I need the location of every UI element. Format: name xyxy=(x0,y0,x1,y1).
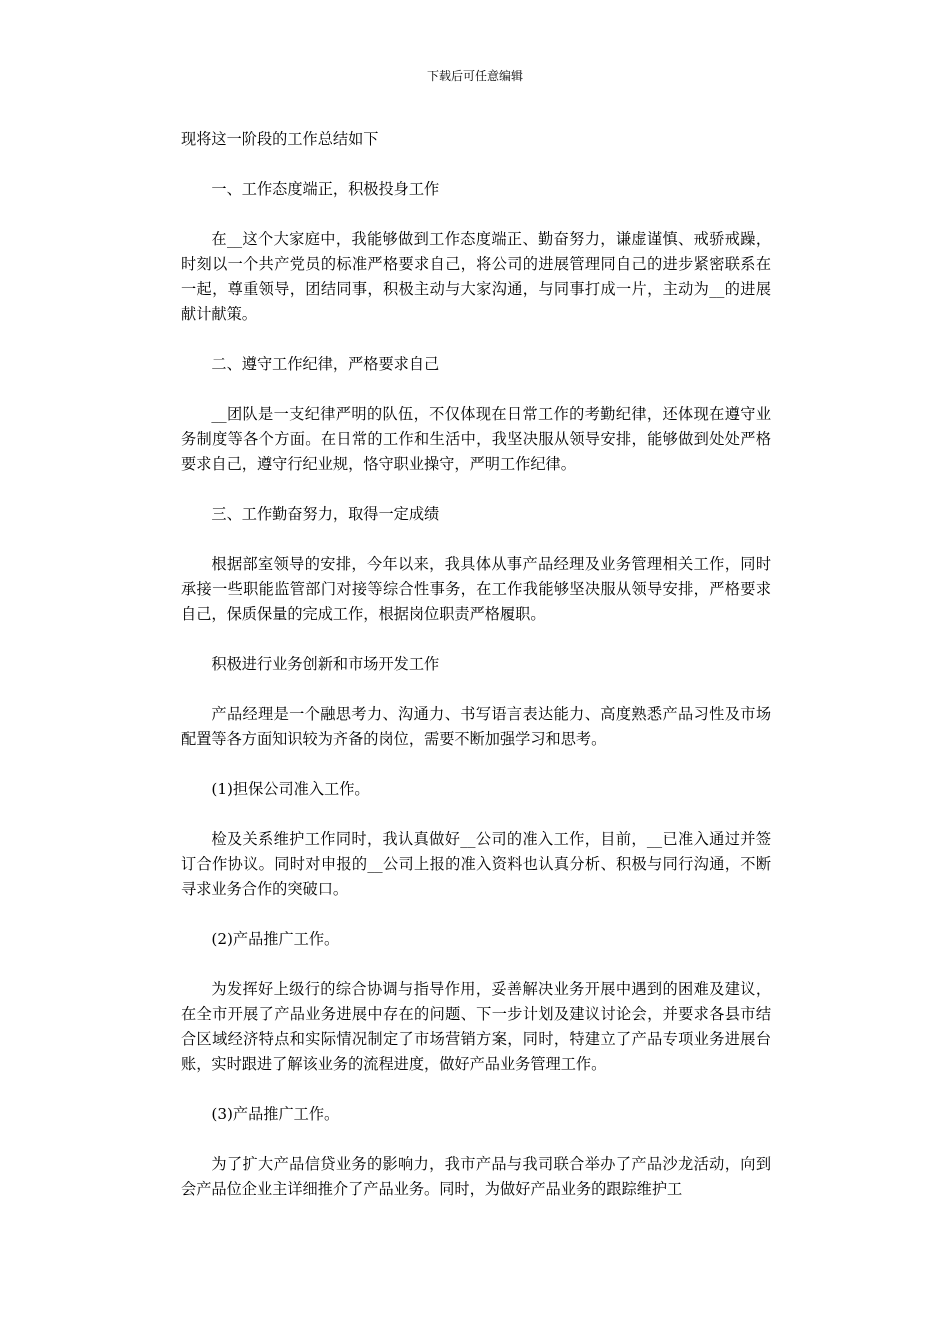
paragraph-3: 根据部室领导的安排，今年以来，我具体从事产品经理及业务管理相关工作，同时承接一些职能监管部门对接等综合性事务，在工作我能够坚决服从领导安排，严格要求自己，保质保量的完成工作，根据岗位职责严格履职。 xyxy=(181,555,771,623)
item-heading-3: (3)产品推广工作。 xyxy=(211,1105,340,1123)
item-heading-2: (2)产品推广工作。 xyxy=(211,930,340,948)
subheading-innovation: 积极进行业务创新和市场开发工作 xyxy=(211,655,440,673)
paragraph-1: 在__这个大家庭中，我能够做到工作态度端正、勤奋努力，谦虚谨慎、戒骄戒躁，时刻以一个共产党员的标准严格要求自己，将公司的进展管理同自己的进步紧密联系在一起，尊重领导，团结同事，积极主动与大家沟通，与同事打成一片，主动为__的进展献计献策。 xyxy=(181,230,771,323)
page-header: 下载后可任意编辑 xyxy=(426,69,523,83)
section-heading-1: 一、工作态度端正，积极投身工作 xyxy=(211,180,440,198)
document-body xyxy=(181,127,771,1227)
paragraph-7: 为了扩大产品信贷业务的影响力，我市产品与我司联合举办了产品沙龙活动，向到会产品位企业主详细推介了产品业务。同时，为做好产品业务的跟踪维护工 xyxy=(181,1155,771,1198)
paragraph-5: 检及关系维护工作同时，我认真做好__公司的准入工作，目前，__已准入通过并签订合作协议。同时对申报的__公司上报的准入资料也认真分析、积极与同行沟通，不断寻求业务合作的突破口。 xyxy=(181,830,771,898)
item-heading-1: (1)担保公司准入工作。 xyxy=(211,780,370,798)
paragraph-4: 产品经理是一个融思考力、沟通力、书写语言表达能力、高度熟悉产品习性及市场配置等各方面知识较为齐备的岗位，需要不断加强学习和思考。 xyxy=(181,705,771,748)
section-heading-3: 三、工作勤奋努力，取得一定成绩 xyxy=(211,505,440,523)
intro-line: 现将这一阶段的工作总结如下 xyxy=(181,130,379,148)
section-heading-2: 二、遵守工作纪律，严格要求自己 xyxy=(211,355,440,373)
paragraph-2: __团队是一支纪律严明的队伍，不仅体现在日常工作的考勤纪律，还体现在遵守业务制度等各个方面。在日常的工作和生活中，我坚决服从领导安排，能够做到处处严格要求自己，遵守行纪业规，恪守职业操守，严明工作纪律。 xyxy=(181,405,771,473)
paragraph-6: 为发挥好上级行的综合协调与指导作用，妥善解决业务开展中遇到的困难及建议，在全市开展了产品业务进展中存在的问题、下一步计划及建议讨论会，并要求各县市结合区域经济特点和实际情况制定了市场营销方案，同时，特建立了产品专项业务进展台账，实时跟进了解该业务的流程进度，做好产品业务管理工作。 xyxy=(181,980,771,1073)
